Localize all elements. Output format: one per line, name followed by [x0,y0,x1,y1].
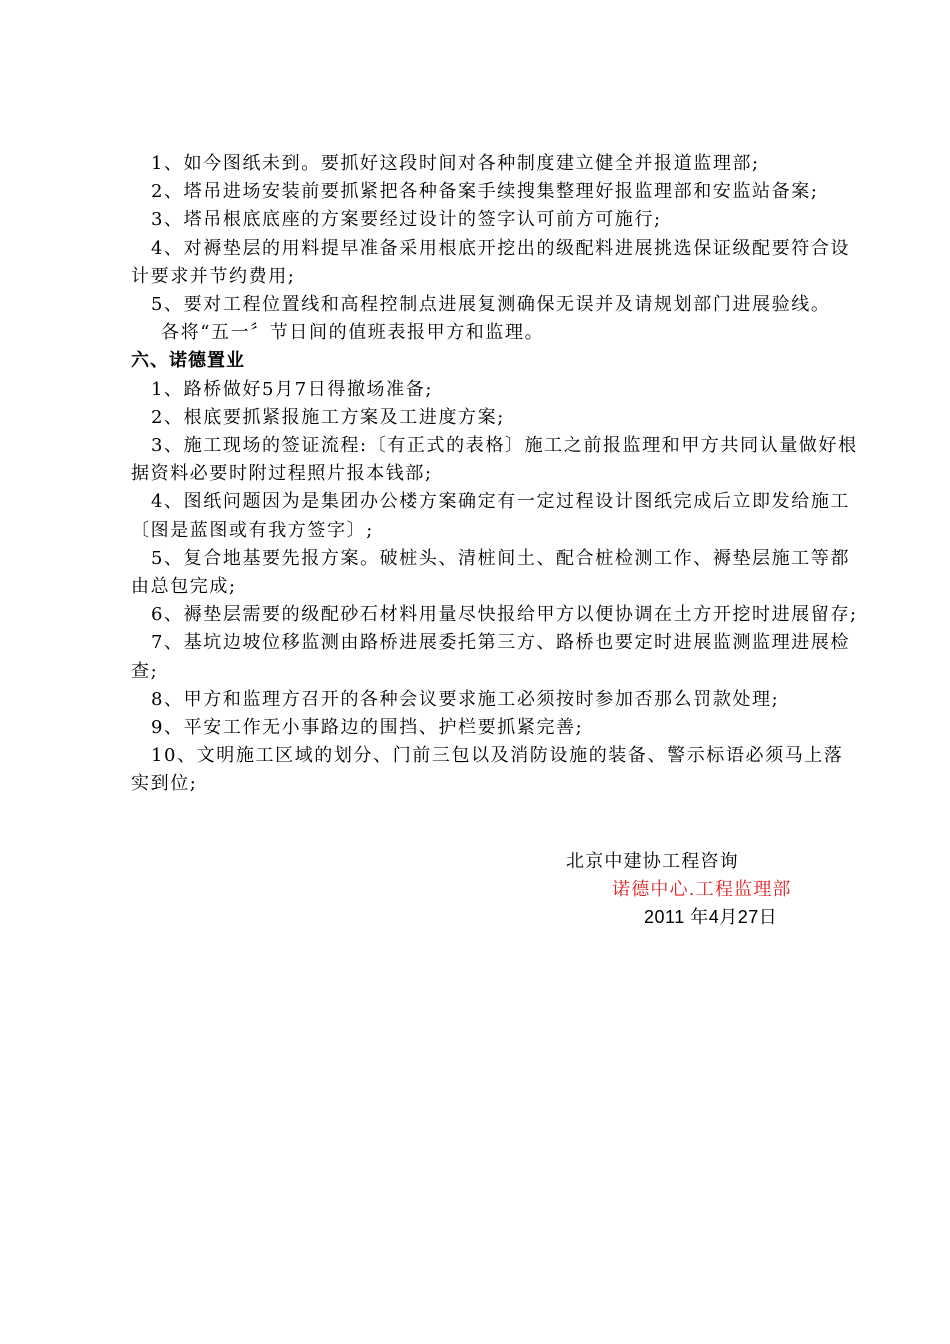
list-item: 10、文明施工区域的划分、门前三包以及消防设施的装备、警示标语必须马上落实到位; [131,745,844,795]
signature-department: 诺德中心.工程监理部 [612,879,792,900]
list-item: 6、褥垫层需要的级配砂石材料用量尽快报给甲方以便协调在土方开挖时进展留存; [151,604,858,626]
list-item: 9、平安工作无小事路边的围挡、护栏要抓紧完善; [151,717,584,739]
list-item: 1、路桥做好5月7日得撤场准备; [151,378,434,400]
list-item: 2、塔吊进场安装前要抓紧把各种备案手续搜集整理好报监理部和安监站备案; [151,181,819,203]
holiday-note: 各将“五一〞节日间的值班表报甲方和监理。 [161,322,545,344]
list-item: 4、对褥垫层的用料提早准备采用根底开挖出的级配料进展挑选保证级配要符合设计要求并节约费用; [131,237,851,287]
list-item: 7、基坑边坡位移监测由路桥进展委托第三方、路桥也要定时进展监测监理进展检查; [131,632,851,682]
list-item: 4、图纸问题因为是集团办公楼方案确定有一定过程设计图纸完成后立即发给施工〔图是蓝图或有我方签字〕; [131,491,851,541]
signature-organization: 北京中建协工程咨询 [566,851,739,872]
list-item: 3、施工现场的签证流程:〔有正式的表格〕施工之前报监理和甲方共同认量做好根据资料必要时附过程照片报本钱部; [131,435,858,485]
signature-date: 2011 年4月27日 [644,907,778,927]
list-item: 3、塔吊根底底座的方案要经过设计的签字认可前方可施行; [151,209,662,231]
list-item: 1、如今图纸未到。要抓好这段时间对各种制度建立健全并报道监理部; [151,153,760,174]
document-body [131,150,861,799]
list-item: 8、甲方和监理方召开的各种会议要求施工必须按时参加否那么罚款处理; [151,688,780,710]
list-item: 5、要对工程位置线和高程控制点进展复测确保无误并及请规划部门进展验线。 [151,294,831,316]
list-item: 2、根底要抓紧报施工方案及工进度方案; [151,406,505,428]
list-item: 5、复合地基要先报方案。破桩头、清桩间土、配合桩检测工作、褥垫层施工等都由总包完成; [131,547,851,598]
section-heading: 六、诺德置业 [131,350,245,372]
